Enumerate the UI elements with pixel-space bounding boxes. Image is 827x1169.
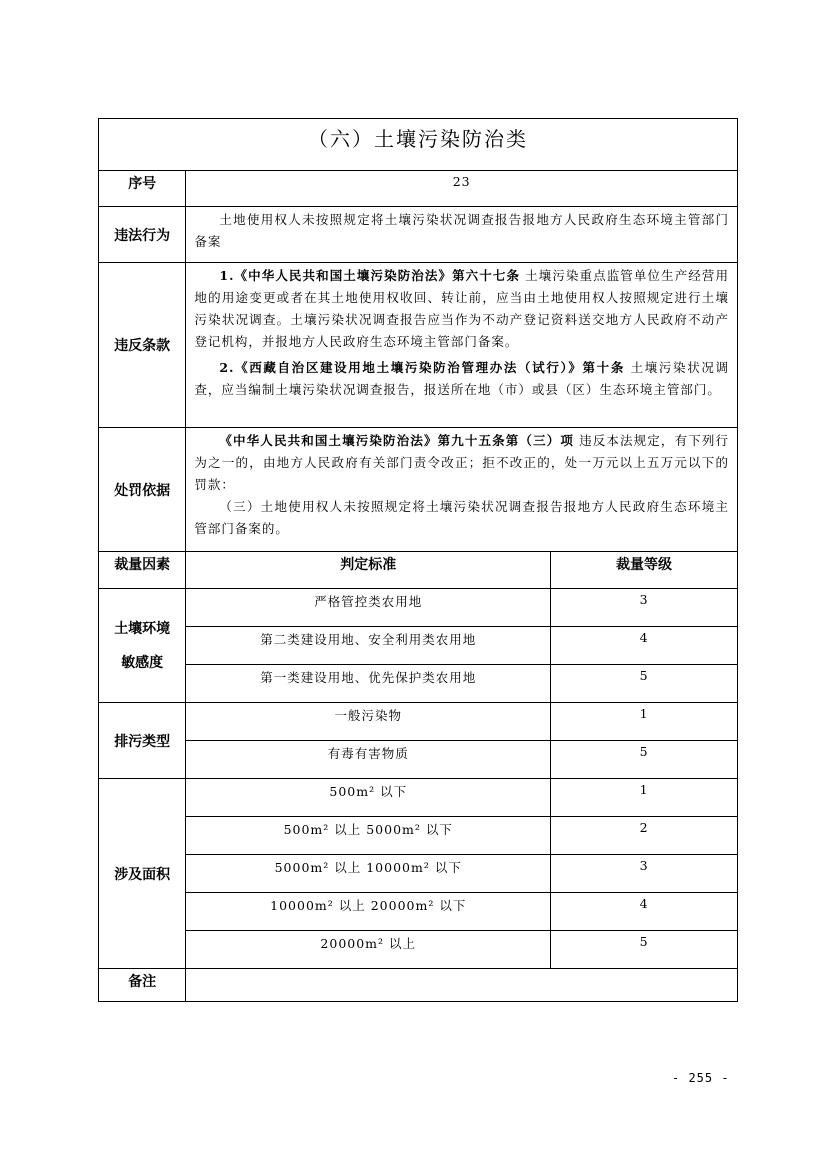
factor-area-label: 涉及面积 bbox=[99, 779, 186, 969]
table-row bbox=[99, 665, 738, 703]
clauses-row bbox=[99, 263, 738, 428]
criteria-cell: 500m² 以下 bbox=[186, 779, 551, 817]
criteria-cell: 严格管控类农用地 bbox=[186, 589, 551, 627]
note-value bbox=[186, 969, 738, 1002]
level-cell: 3 bbox=[551, 589, 738, 627]
penalty-basis-text: 违反本法规定，有下列行为之一的，由地方人民政府有关部门责令改正；拒不改正的，处一万元以上五万元以下的罚款： bbox=[194, 433, 729, 492]
criteria-cell: 第一类建设用地、优先保护类农用地 bbox=[186, 665, 551, 703]
section-title: （六）土壤污染防治类 bbox=[99, 119, 738, 171]
table-row bbox=[99, 931, 738, 969]
table-row bbox=[99, 779, 738, 817]
factor-discharge-type-label: 排污类型 bbox=[99, 703, 186, 779]
clauses-label: 违反条款 bbox=[99, 263, 186, 428]
table-row bbox=[99, 817, 738, 855]
criteria-cell: 一般污染物 bbox=[186, 703, 551, 741]
seq-value: 23 bbox=[186, 171, 738, 207]
criteria-cell: 有毒有害物质 bbox=[186, 741, 551, 779]
penalty-basis-label: 处罚依据 bbox=[99, 428, 186, 552]
discretion-table bbox=[98, 118, 738, 1002]
violation-text: 土地使用权人未按照规定将土壤污染状况调查报告报地方人民政府生态环境主管部门备案 bbox=[194, 212, 729, 249]
violation-label: 违法行为 bbox=[99, 207, 186, 263]
seq-row bbox=[99, 171, 738, 207]
table-row bbox=[99, 627, 738, 665]
table-row bbox=[99, 855, 738, 893]
discretion-header-row bbox=[99, 552, 738, 589]
criteria-cell: 5000m² 以上 10000m² 以下 bbox=[186, 855, 551, 893]
level-cell: 5 bbox=[551, 741, 738, 779]
page-number: - 255 - bbox=[672, 1071, 730, 1085]
level-cell: 5 bbox=[551, 931, 738, 969]
criteria-cell: 500m² 以上 5000m² 以下 bbox=[186, 817, 551, 855]
header-level: 裁量等级 bbox=[551, 552, 738, 589]
factor-sensitivity-label bbox=[99, 589, 186, 703]
criteria-cell: 10000m² 以上 20000m² 以下 bbox=[186, 893, 551, 931]
violation-row bbox=[99, 207, 738, 263]
title-row bbox=[99, 119, 738, 171]
note-label: 备注 bbox=[99, 969, 186, 1002]
penalty-basis-main bbox=[194, 430, 729, 496]
table-row bbox=[99, 703, 738, 741]
clause-item-2 bbox=[194, 357, 729, 401]
header-factor: 裁量因素 bbox=[99, 552, 186, 589]
level-cell: 3 bbox=[551, 855, 738, 893]
criteria-cell: 第二类建设用地、安全利用类农用地 bbox=[186, 627, 551, 665]
table-row bbox=[99, 741, 738, 779]
criteria-cell: 20000m² 以上 bbox=[186, 931, 551, 969]
clause-2-text: 土壤污染状况调查，应当编制土壤污染状况调查报告，报送所在地（市）或县（区）生态环境主管部门。 bbox=[194, 360, 729, 397]
header-criteria: 判定标准 bbox=[186, 552, 551, 589]
clause-2-reference: 2.《西藏自治区建设用地土壤污染防治管理办法（试行）》第十条 bbox=[219, 360, 625, 375]
level-cell: 2 bbox=[551, 817, 738, 855]
penalty-basis-row bbox=[99, 428, 738, 552]
clause-1-reference: 1.《中华人民共和国土壤污染防治法》第六十七条 bbox=[219, 268, 521, 283]
level-cell: 4 bbox=[551, 627, 738, 665]
table-row bbox=[99, 589, 738, 627]
clause-1-text: 土壤污染重点监管单位生产经营用地的用途变更或者在其土地使用权收回、转让前，应当由土地使用权人按照规定进行土壤污染状况调查。土壤污染状况调查报告应当作为不动产登记资料送交地方人民政府不动产登记机构，并报地方人民政府生态环境主管部门备案。 bbox=[194, 268, 729, 349]
factor-sensitivity-line1: 土壤环境 bbox=[114, 620, 171, 637]
penalty-basis-reference: 《中华人民共和国土壤污染防治法》第九十五条第（三）项 bbox=[219, 433, 574, 448]
penalty-basis-item: （三）土地使用权人未按照规定将土壤污染状况调查报告报地方人民政府生态环境主管部门备案的。 bbox=[194, 499, 729, 536]
level-cell: 1 bbox=[551, 703, 738, 741]
table-row bbox=[99, 893, 738, 931]
level-cell: 5 bbox=[551, 665, 738, 703]
level-cell: 4 bbox=[551, 893, 738, 931]
clause-item-1 bbox=[194, 265, 729, 353]
level-cell: 1 bbox=[551, 779, 738, 817]
seq-label: 序号 bbox=[99, 171, 186, 207]
note-row bbox=[99, 969, 738, 1002]
factor-sensitivity-line2: 敏感度 bbox=[121, 654, 164, 671]
